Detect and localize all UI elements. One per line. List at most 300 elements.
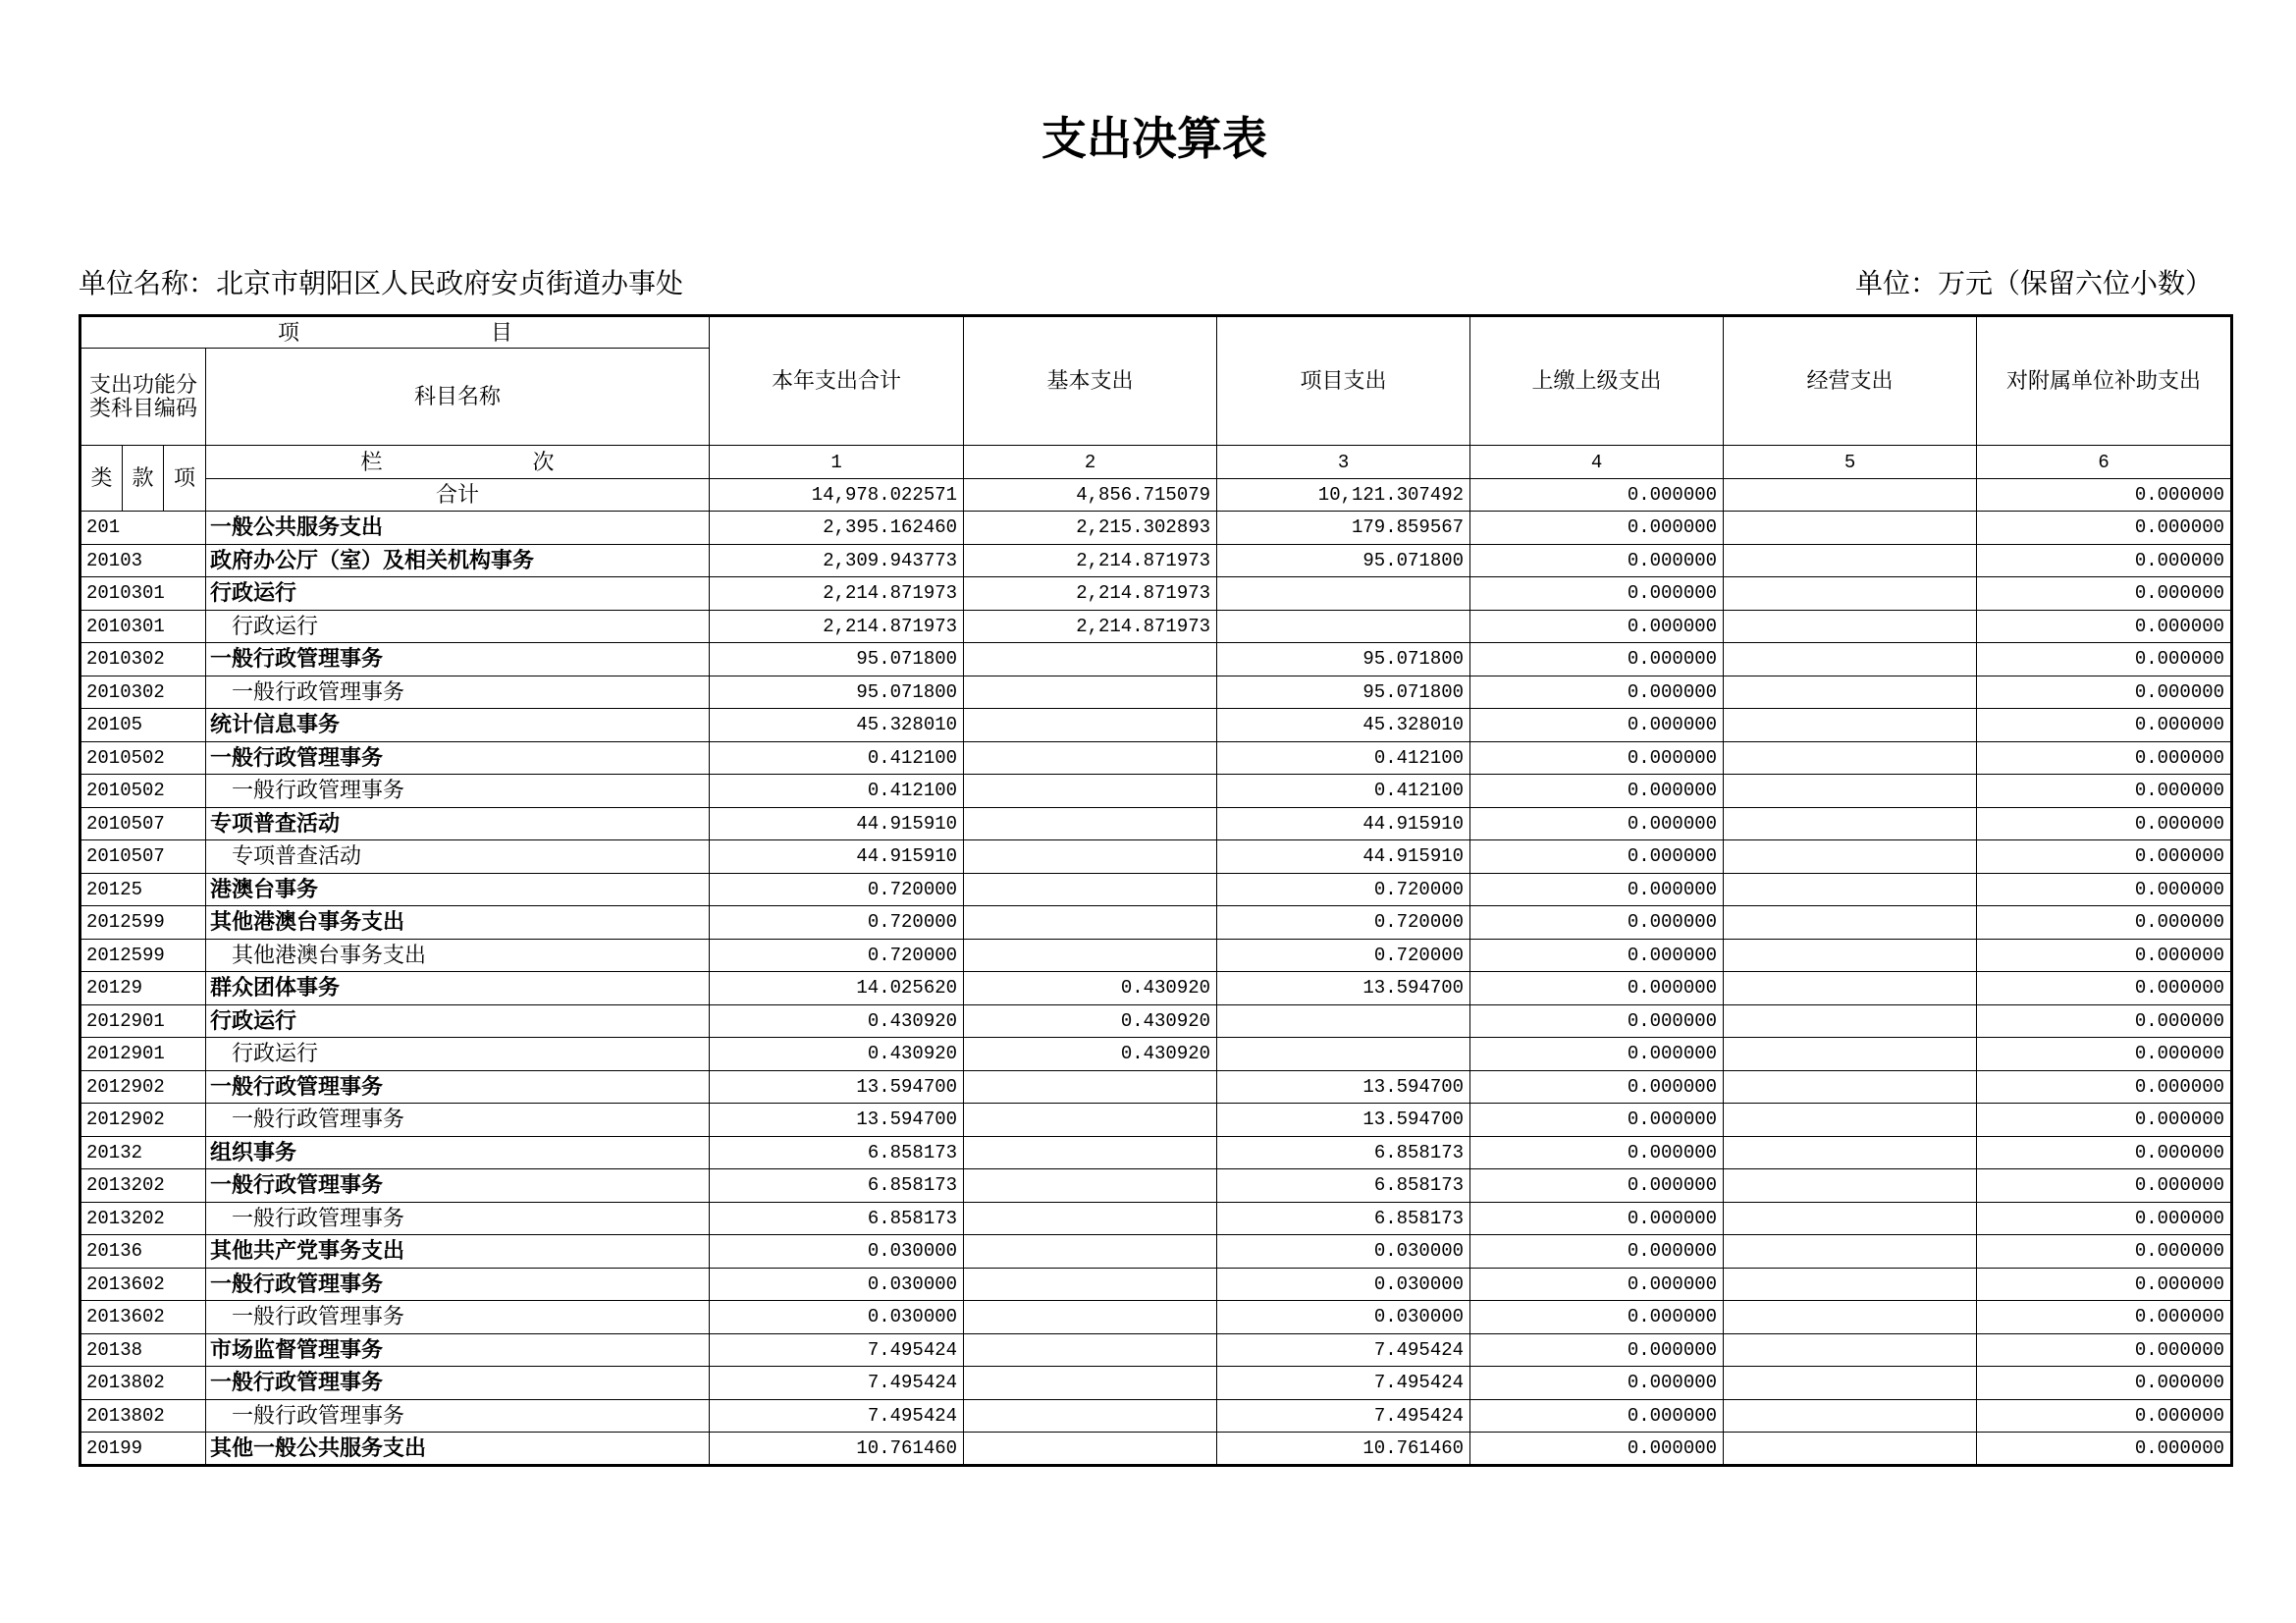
header-item (80, 316, 710, 349)
cell-project: 45.328010 (1217, 709, 1470, 742)
cell-basic (964, 775, 1217, 808)
row-code: 2012901 (80, 1038, 206, 1071)
cell-upper-level: 0.000000 (1470, 775, 1724, 808)
row-code: 20125 (80, 873, 206, 906)
cell-upper-level: 0.000000 (1470, 1333, 1724, 1367)
table-row (80, 972, 2232, 1005)
cell-current-year-total: 7.495424 (710, 1333, 964, 1367)
cell-upper-level: 0.000000 (1470, 610, 1724, 643)
cell-project: 0.720000 (1217, 906, 1470, 940)
row-code: 2010502 (80, 741, 206, 775)
cell-project (1217, 610, 1470, 643)
row-code: 2010302 (80, 676, 206, 709)
cell-operating (1724, 610, 1977, 643)
cell-operating (1724, 676, 1977, 709)
cell-operating (1724, 1169, 1977, 1203)
total-project: 10,121.307492 (1217, 479, 1470, 512)
row-name: 一般行政管理事务 (206, 1169, 710, 1203)
cell-basic (964, 1433, 1217, 1466)
cell-subsidy: 0.000000 (1977, 1333, 2232, 1367)
unit-name-label: 单位名称： (79, 269, 217, 299)
row-name: 市场监督管理事务 (206, 1333, 710, 1367)
row-code: 2010301 (80, 577, 206, 611)
unit-name-value: 北京市朝阳区人民政府安贞街道办事处 (216, 269, 684, 299)
total-operating (1724, 479, 1977, 512)
cell-upper-level: 0.000000 (1470, 741, 1724, 775)
cell-basic: 0.430920 (964, 972, 1217, 1005)
row-name: 行政运行 (206, 577, 710, 611)
cell-current-year-total: 13.594700 (710, 1070, 964, 1104)
cell-subsidy: 0.000000 (1977, 544, 2232, 577)
cell-basic (964, 1070, 1217, 1104)
row-code: 2012599 (80, 939, 206, 972)
cell-subsidy: 0.000000 (1977, 906, 2232, 940)
cell-basic (964, 906, 1217, 940)
cell-subsidy: 0.000000 (1977, 939, 2232, 972)
table-row (80, 807, 2232, 840)
cell-project: 7.495424 (1217, 1333, 1470, 1367)
cell-current-year-total: 0.720000 (710, 939, 964, 972)
row-code: 2013602 (80, 1268, 206, 1301)
cell-basic: 0.430920 (964, 1038, 1217, 1071)
cell-operating (1724, 807, 1977, 840)
cell-upper-level: 0.000000 (1470, 1235, 1724, 1269)
row-name: 一般行政管理事务 (206, 643, 710, 676)
row-code: 2013602 (80, 1301, 206, 1334)
table-row (80, 1433, 2232, 1466)
row-name: 政府办公厅（室）及相关机构事务 (206, 544, 710, 577)
cell-basic (964, 1399, 1217, 1433)
cell-basic (964, 840, 1217, 874)
header-column-index (206, 446, 710, 479)
row-code: 20138 (80, 1333, 206, 1367)
cell-current-year-total: 2,309.943773 (710, 544, 964, 577)
cell-current-year-total: 0.720000 (710, 873, 964, 906)
cell-subsidy: 0.000000 (1977, 1169, 2232, 1203)
cell-operating (1724, 643, 1977, 676)
cell-operating (1724, 1104, 1977, 1137)
cell-upper-level: 0.000000 (1470, 1268, 1724, 1301)
table-row (80, 1367, 2232, 1400)
row-code: 2012901 (80, 1004, 206, 1038)
cell-current-year-total: 0.030000 (710, 1301, 964, 1334)
cell-operating (1724, 1136, 1977, 1169)
row-name: 专项普查活动 (206, 840, 710, 874)
table-row (80, 1268, 2232, 1301)
table-row (80, 1235, 2232, 1269)
header-subsidiary-subsidy: 对附属单位补助支出 (1977, 316, 2232, 446)
cell-operating (1724, 1070, 1977, 1104)
column-number: 6 (1977, 446, 2232, 479)
cell-project: 0.030000 (1217, 1301, 1470, 1334)
total-row (80, 479, 2232, 512)
cell-subsidy: 0.000000 (1977, 1433, 2232, 1466)
row-code: 201 (80, 512, 206, 545)
cell-subsidy: 0.000000 (1977, 1235, 2232, 1269)
header-row-column-numbers (80, 446, 2232, 479)
column-number: 2 (964, 446, 1217, 479)
cell-current-year-total: 7.495424 (710, 1399, 964, 1433)
cell-current-year-total: 6.858173 (710, 1136, 964, 1169)
cell-operating (1724, 1301, 1977, 1334)
cell-operating (1724, 1202, 1977, 1235)
expenditure-table (79, 314, 2233, 1467)
cell-current-year-total: 2,214.871973 (710, 610, 964, 643)
cell-operating (1724, 972, 1977, 1005)
cell-operating (1724, 775, 1977, 808)
cell-project: 13.594700 (1217, 1070, 1470, 1104)
cell-operating (1724, 1399, 1977, 1433)
row-name: 其他共产党事务支出 (206, 1235, 710, 1269)
cell-basic (964, 1268, 1217, 1301)
table-row (80, 840, 2232, 874)
cell-subsidy: 0.000000 (1977, 1268, 2232, 1301)
row-code: 2013202 (80, 1202, 206, 1235)
cell-subsidy: 0.000000 (1977, 807, 2232, 840)
cell-basic: 2,214.871973 (964, 544, 1217, 577)
cell-current-year-total: 0.412100 (710, 775, 964, 808)
cell-subsidy: 0.000000 (1977, 873, 2232, 906)
cell-subsidy: 0.000000 (1977, 1301, 2232, 1334)
cell-operating (1724, 1235, 1977, 1269)
table-row (80, 1004, 2232, 1038)
table-row (80, 1333, 2232, 1367)
row-code: 2010302 (80, 643, 206, 676)
table-row (80, 873, 2232, 906)
cell-project: 0.412100 (1217, 741, 1470, 775)
cell-basic (964, 709, 1217, 742)
row-name: 一般行政管理事务 (206, 676, 710, 709)
row-code: 2012902 (80, 1104, 206, 1137)
cell-project: 0.030000 (1217, 1268, 1470, 1301)
table-row (80, 1169, 2232, 1203)
header-code-label (80, 349, 206, 446)
cell-basic (964, 1136, 1217, 1169)
row-code: 2010507 (80, 840, 206, 874)
header-name-label: 科目名称 (206, 349, 710, 446)
cell-operating (1724, 577, 1977, 611)
cell-upper-level: 0.000000 (1470, 807, 1724, 840)
cell-project (1217, 1038, 1470, 1071)
cell-project (1217, 1004, 1470, 1038)
header-item-label (81, 320, 709, 346)
currency-unit-value: 万元（保留六位小数） (1937, 269, 2213, 299)
row-code: 2013802 (80, 1367, 206, 1400)
cell-basic: 2,214.871973 (964, 577, 1217, 611)
cell-operating (1724, 1333, 1977, 1367)
cell-project: 7.495424 (1217, 1399, 1470, 1433)
cell-subsidy: 0.000000 (1977, 1202, 2232, 1235)
row-code: 2012902 (80, 1070, 206, 1104)
cell-subsidy: 0.000000 (1977, 643, 2232, 676)
row-name: 其他港澳台事务支出 (206, 906, 710, 940)
cell-upper-level: 0.000000 (1470, 1004, 1724, 1038)
table-row (80, 544, 2232, 577)
row-name: 一般行政管理事务 (206, 1399, 710, 1433)
total-subsidy: 0.000000 (1977, 479, 2232, 512)
cell-upper-level: 0.000000 (1470, 643, 1724, 676)
cell-current-year-total: 95.071800 (710, 643, 964, 676)
header-column-index-char: 次 (532, 449, 555, 474)
cell-current-year-total: 7.495424 (710, 1367, 964, 1400)
column-number: 4 (1470, 446, 1724, 479)
cell-operating (1724, 840, 1977, 874)
row-name: 组织事务 (206, 1136, 710, 1169)
cell-project: 6.858173 (1217, 1202, 1470, 1235)
cell-basic (964, 1301, 1217, 1334)
cell-upper-level: 0.000000 (1470, 1104, 1724, 1137)
cell-project: 0.720000 (1217, 939, 1470, 972)
cell-current-year-total: 0.430920 (710, 1038, 964, 1071)
cell-upper-level: 0.000000 (1470, 939, 1724, 972)
cell-subsidy: 0.000000 (1977, 1004, 2232, 1038)
cell-subsidy: 0.000000 (1977, 1367, 2232, 1400)
cell-upper-level: 0.000000 (1470, 906, 1724, 940)
cell-subsidy: 0.000000 (1977, 1399, 2232, 1433)
currency-unit (1855, 265, 2213, 304)
cell-basic (964, 1367, 1217, 1400)
row-name: 其他一般公共服务支出 (206, 1433, 710, 1466)
header-upper-level-payment: 上缴上级支出 (1470, 316, 1724, 446)
cell-basic: 0.430920 (964, 1004, 1217, 1038)
cell-current-year-total: 0.430920 (710, 1004, 964, 1038)
cell-subsidy: 0.000000 (1977, 1038, 2232, 1071)
column-number: 5 (1724, 446, 1977, 479)
cell-current-year-total: 44.915910 (710, 840, 964, 874)
cell-subsidy: 0.000000 (1977, 577, 2232, 611)
cell-basic (964, 873, 1217, 906)
cell-operating (1724, 544, 1977, 577)
cell-upper-level: 0.000000 (1470, 676, 1724, 709)
cell-basic (964, 1333, 1217, 1367)
cell-upper-level: 0.000000 (1470, 972, 1724, 1005)
row-name: 一般行政管理事务 (206, 741, 710, 775)
cell-basic (964, 1235, 1217, 1269)
cell-subsidy: 0.000000 (1977, 1070, 2232, 1104)
row-code: 2010507 (80, 807, 206, 840)
page-title: 支出决算表 (1041, 114, 1267, 164)
table-row (80, 610, 2232, 643)
header-code-section: 款 (123, 446, 164, 512)
row-name: 一般公共服务支出 (206, 512, 710, 545)
row-code: 20136 (80, 1235, 206, 1269)
cell-subsidy: 0.000000 (1977, 1136, 2232, 1169)
row-name: 一般行政管理事务 (206, 775, 710, 808)
row-code: 20103 (80, 544, 206, 577)
cell-operating (1724, 741, 1977, 775)
header-column-index-label (206, 450, 709, 475)
cell-current-year-total: 45.328010 (710, 709, 964, 742)
table-row (80, 577, 2232, 611)
header-item-char: 目 (491, 319, 513, 345)
total-basic: 4,856.715079 (964, 479, 1217, 512)
cell-subsidy: 0.000000 (1977, 775, 2232, 808)
cell-project: 6.858173 (1217, 1169, 1470, 1203)
cell-project: 7.495424 (1217, 1367, 1470, 1400)
header-code-item: 项 (164, 446, 206, 512)
cell-basic (964, 1202, 1217, 1235)
table-row (80, 1070, 2232, 1104)
cell-subsidy: 0.000000 (1977, 676, 2232, 709)
row-name: 一般行政管理事务 (206, 1301, 710, 1334)
cell-project: 95.071800 (1217, 544, 1470, 577)
cell-operating (1724, 709, 1977, 742)
cell-basic (964, 1169, 1217, 1203)
cell-subsidy: 0.000000 (1977, 709, 2232, 742)
total-upper-level: 0.000000 (1470, 479, 1724, 512)
cell-current-year-total: 14.025620 (710, 972, 964, 1005)
cell-project: 44.915910 (1217, 840, 1470, 874)
cell-upper-level: 0.000000 (1470, 544, 1724, 577)
cell-upper-level: 0.000000 (1470, 1136, 1724, 1169)
cell-upper-level: 0.000000 (1470, 1399, 1724, 1433)
cell-basic (964, 676, 1217, 709)
table-row (80, 1104, 2232, 1137)
cell-project: 6.858173 (1217, 1136, 1470, 1169)
cell-upper-level: 0.000000 (1470, 1202, 1724, 1235)
header-basic-expenditure: 基本支出 (964, 316, 1217, 446)
table-row (80, 1136, 2232, 1169)
table-row (80, 1202, 2232, 1235)
cell-upper-level: 0.000000 (1470, 1433, 1724, 1466)
header-column-index-char: 栏 (360, 449, 383, 474)
table-row (80, 775, 2232, 808)
total-label: 合计 (206, 479, 710, 512)
cell-upper-level: 0.000000 (1470, 1038, 1724, 1071)
cell-subsidy: 0.000000 (1977, 610, 2232, 643)
cell-upper-level: 0.000000 (1470, 1367, 1724, 1400)
row-name: 行政运行 (206, 1038, 710, 1071)
cell-subsidy: 0.000000 (1977, 972, 2232, 1005)
cell-current-year-total: 44.915910 (710, 807, 964, 840)
table-row (80, 1399, 2232, 1433)
unit-name (79, 265, 683, 304)
cell-upper-level: 0.000000 (1470, 1169, 1724, 1203)
table-row (80, 643, 2232, 676)
header-project-expenditure: 项目支出 (1217, 316, 1470, 446)
row-code: 2013202 (80, 1169, 206, 1203)
cell-current-year-total: 0.030000 (710, 1268, 964, 1301)
row-name: 群众团体事务 (206, 972, 710, 1005)
cell-current-year-total: 6.858173 (710, 1202, 964, 1235)
cell-project: 10.761460 (1217, 1433, 1470, 1466)
currency-unit-label: 单位： (1854, 269, 1938, 299)
row-name: 一般行政管理事务 (206, 1104, 710, 1137)
cell-upper-level: 0.000000 (1470, 840, 1724, 874)
cell-project (1217, 577, 1470, 611)
row-name: 专项普查活动 (206, 807, 710, 840)
cell-current-year-total: 0.030000 (710, 1235, 964, 1269)
table-row (80, 741, 2232, 775)
cell-upper-level: 0.000000 (1470, 709, 1724, 742)
row-name: 一般行政管理事务 (206, 1202, 710, 1235)
cell-upper-level: 0.000000 (1470, 1301, 1724, 1334)
row-code: 20199 (80, 1433, 206, 1466)
cell-upper-level: 0.000000 (1470, 577, 1724, 611)
column-number: 1 (710, 446, 964, 479)
row-name: 统计信息事务 (206, 709, 710, 742)
cell-project: 179.859567 (1217, 512, 1470, 545)
table-row (80, 709, 2232, 742)
cell-current-year-total: 6.858173 (710, 1169, 964, 1203)
header-current-year-total: 本年支出合计 (710, 316, 964, 446)
cell-upper-level: 0.000000 (1470, 512, 1724, 545)
cell-project: 13.594700 (1217, 972, 1470, 1005)
header-item-char: 项 (278, 319, 300, 345)
cell-current-year-total: 2,395.162460 (710, 512, 964, 545)
header-operating-expenditure: 经营支出 (1724, 316, 1977, 446)
cell-subsidy: 0.000000 (1977, 741, 2232, 775)
cell-project: 0.412100 (1217, 775, 1470, 808)
row-name: 一般行政管理事务 (206, 1070, 710, 1104)
cell-upper-level: 0.000000 (1470, 1070, 1724, 1104)
row-name: 一般行政管理事务 (206, 1268, 710, 1301)
cell-basic (964, 939, 1217, 972)
cell-project: 95.071800 (1217, 643, 1470, 676)
row-name: 港澳台事务 (206, 873, 710, 906)
header-row-item (80, 316, 2232, 349)
cell-project: 0.030000 (1217, 1235, 1470, 1269)
row-code: 2012599 (80, 906, 206, 940)
row-name: 其他港澳台事务支出 (206, 939, 710, 972)
cell-current-year-total: 95.071800 (710, 676, 964, 709)
cell-operating (1724, 1004, 1977, 1038)
cell-subsidy: 0.000000 (1977, 840, 2232, 874)
table-row (80, 939, 2232, 972)
cell-operating (1724, 1433, 1977, 1466)
cell-operating (1724, 1268, 1977, 1301)
table-row (80, 512, 2232, 545)
cell-subsidy: 0.000000 (1977, 512, 2232, 545)
cell-current-year-total: 2,214.871973 (710, 577, 964, 611)
row-name: 一般行政管理事务 (206, 1367, 710, 1400)
header-code-class: 类 (80, 446, 123, 512)
table-row (80, 676, 2232, 709)
cell-project: 13.594700 (1217, 1104, 1470, 1137)
cell-operating (1724, 512, 1977, 545)
cell-upper-level: 0.000000 (1470, 873, 1724, 906)
row-code: 20105 (80, 709, 206, 742)
cell-basic (964, 643, 1217, 676)
row-code: 20132 (80, 1136, 206, 1169)
cell-operating (1724, 939, 1977, 972)
row-name: 行政运行 (206, 610, 710, 643)
header-code-label-text: 支出功能分类科目编码 (89, 371, 198, 420)
cell-basic (964, 741, 1217, 775)
cell-current-year-total: 0.720000 (710, 906, 964, 940)
cell-project: 0.720000 (1217, 873, 1470, 906)
cell-basic: 2,214.871973 (964, 610, 1217, 643)
table-row (80, 1301, 2232, 1334)
table-body (80, 512, 2232, 1466)
total-current-year: 14,978.022571 (710, 479, 964, 512)
cell-project: 44.915910 (1217, 807, 1470, 840)
cell-current-year-total: 10.761460 (710, 1433, 964, 1466)
cell-operating (1724, 1367, 1977, 1400)
table-row (80, 906, 2232, 940)
row-code: 2010502 (80, 775, 206, 808)
cell-subsidy: 0.000000 (1977, 1104, 2232, 1137)
unit-info-line (79, 265, 2213, 304)
cell-current-year-total: 0.412100 (710, 741, 964, 775)
column-number: 3 (1217, 446, 1470, 479)
cell-operating (1724, 873, 1977, 906)
row-code: 20129 (80, 972, 206, 1005)
table-row (80, 1038, 2232, 1071)
row-code: 2010301 (80, 610, 206, 643)
cell-basic: 2,215.302893 (964, 512, 1217, 545)
cell-basic (964, 1104, 1217, 1137)
